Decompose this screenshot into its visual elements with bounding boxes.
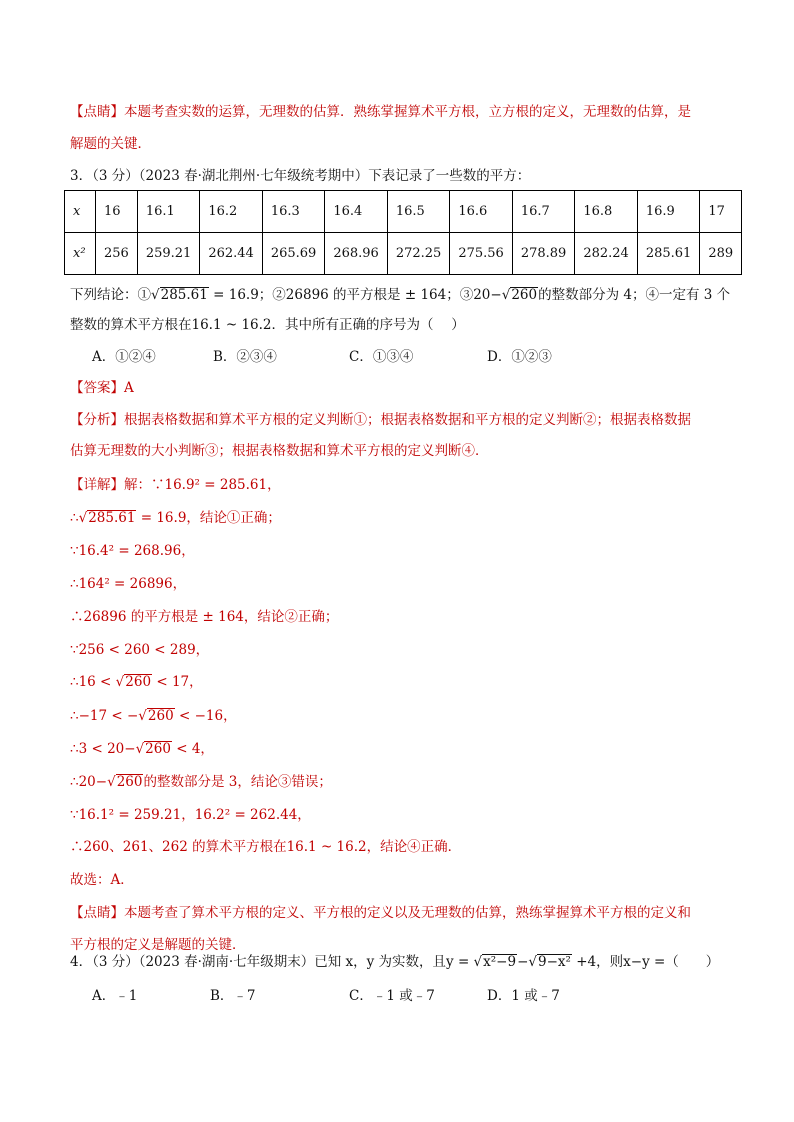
table-cell: 16.5 <box>387 191 450 233</box>
radical-sign: √ <box>473 954 483 970</box>
table-cell: 282.24 <box>575 233 638 275</box>
question-3-header: 3．（3 分）（2023 春·湖北荆州·七年级统考期中）下表记录了一些数的平方： <box>70 168 531 184</box>
table-cell: 259.21 <box>137 233 200 275</box>
detail-line-2: ∴√285.61 = 16.9，结论①正确； <box>70 510 281 526</box>
table-cell: 272.25 <box>387 233 450 275</box>
table-cell: 285.61 <box>637 233 700 275</box>
table-cell: 268.96 <box>325 233 388 275</box>
dianjing-1-line-2: 解题的关键． <box>70 136 151 152</box>
detail-line-13: 故选：A． <box>70 872 134 888</box>
table-cell: 275.56 <box>450 233 513 275</box>
table-cell: 16 <box>96 191 138 233</box>
dianjing-2-line-2: 平方根的定义是解题的关键． <box>70 937 246 953</box>
radical-sign: √ <box>135 741 145 757</box>
dianjing-1-line-1: 【点睛】本题考查实数的运算，无理数的估算．熟练掌握算术平方根，立方根的定义，无理数的估算，是 <box>70 104 691 120</box>
q4-option-a[interactable]: A．﹣1 <box>92 988 138 1004</box>
detail-line-11: ∵16.1² = 259.21，16.2² = 262.44， <box>70 807 311 823</box>
table-cell: 262.44 <box>200 233 263 275</box>
analysis-line-2: 估算无理数的大小判断③；根据表格数据和算术平方根的定义判断④． <box>70 443 489 459</box>
question-3-statements-line-1: 下列结论：①√285.61 = 16.9；②26896 的平方根是 ± 164；③20−√260的整数部分为 4；④一定有 3 个 <box>70 287 731 303</box>
dianjing-2-line-1: 【点睛】本题考查了算术平方根的定义、平方根的定义以及无理数的估算，熟练掌握算术平方根的定义和 <box>70 905 691 921</box>
table-cell: 16.3 <box>262 191 325 233</box>
option-c[interactable]: C．①③④ <box>349 349 414 365</box>
table-cell: 16.8 <box>575 191 638 233</box>
table-row <box>65 233 742 275</box>
question-4-header: 4．（3 分）（2023 春·湖南·七年级期末）已知 x，y 为实数，且y = √x²−9−√9−x² +4，则x−y =（ ） <box>70 954 720 970</box>
table-cell: 256 <box>96 233 138 275</box>
option-b[interactable]: B．②③④ <box>213 349 277 365</box>
table-cell: 265.69 <box>262 233 325 275</box>
option-a[interactable]: A．①②④ <box>92 349 156 365</box>
table-cell: 16.1 <box>137 191 200 233</box>
table-cell: 16.7 <box>512 191 575 233</box>
table-row <box>65 191 742 233</box>
table-cell: 16.9 <box>637 191 700 233</box>
radical-sign: √ <box>151 287 160 303</box>
table-header-cell: x² <box>65 233 96 275</box>
detail-line-12: ∴260、261、262 的算术平方根在16.1 ~ 16.2，结论④正确． <box>70 839 462 855</box>
detail-line-10: ∴20−√260的整数部分是 3，结论③错误； <box>70 774 332 790</box>
radical-sign: √ <box>501 287 511 303</box>
option-d[interactable]: D．①②③ <box>487 349 552 365</box>
table-cell: 289 <box>700 233 742 275</box>
detail-line-3: ∵16.4² = 268.96， <box>70 543 195 559</box>
detail-line-4: ∴164² = 26896， <box>70 576 187 592</box>
dianjing-tag: 【点睛】 <box>70 104 124 120</box>
detail-line-1: 【详解】解：∵16.9² = 285.61， <box>70 477 281 493</box>
q4-option-d[interactable]: D．1 或﹣7 <box>487 988 560 1004</box>
detail-line-6: ∵256 < 260 < 289， <box>70 642 210 658</box>
analysis-line-1: 【分析】根据表格数据和算术平方根的定义判断①；根据表格数据和平方根的定义判断②；根据表格数据 <box>70 412 691 428</box>
q4-option-c[interactable]: C．﹣1 或﹣7 <box>349 988 435 1004</box>
table-cell: 278.89 <box>512 233 575 275</box>
q4-option-b[interactable]: B．﹣7 <box>210 988 256 1004</box>
table-cell: 16.6 <box>450 191 513 233</box>
radical-sign: √ <box>528 954 538 970</box>
table-cell: 17 <box>700 191 742 233</box>
answer-line: 【答案】A <box>70 380 134 396</box>
table-cell: 16.2 <box>200 191 263 233</box>
question-3-statements-line-2: 整数的算术平方根在16.1 ~ 16.2．其中所有正确的序号为（ ） <box>70 317 465 333</box>
answer-value: A <box>124 380 134 396</box>
squares-table <box>64 190 742 275</box>
radical-sign: √ <box>78 510 88 526</box>
detail-line-8: ∴−17 < −√260 < −16， <box>70 708 237 724</box>
table-header-cell: x <box>65 191 96 233</box>
detail-line-7: ∴16 < √260 < 17， <box>70 674 203 690</box>
detail-line-5: ∴26896 的平方根是 ± 164，结论②正确； <box>70 609 339 625</box>
radical-sign: √ <box>107 774 116 790</box>
table-cell: 16.4 <box>325 191 388 233</box>
detail-line-9: ∴3 < 20−√260 < 4， <box>70 741 214 757</box>
radical-sign: √ <box>138 708 147 724</box>
radical-sign: √ <box>115 674 125 690</box>
